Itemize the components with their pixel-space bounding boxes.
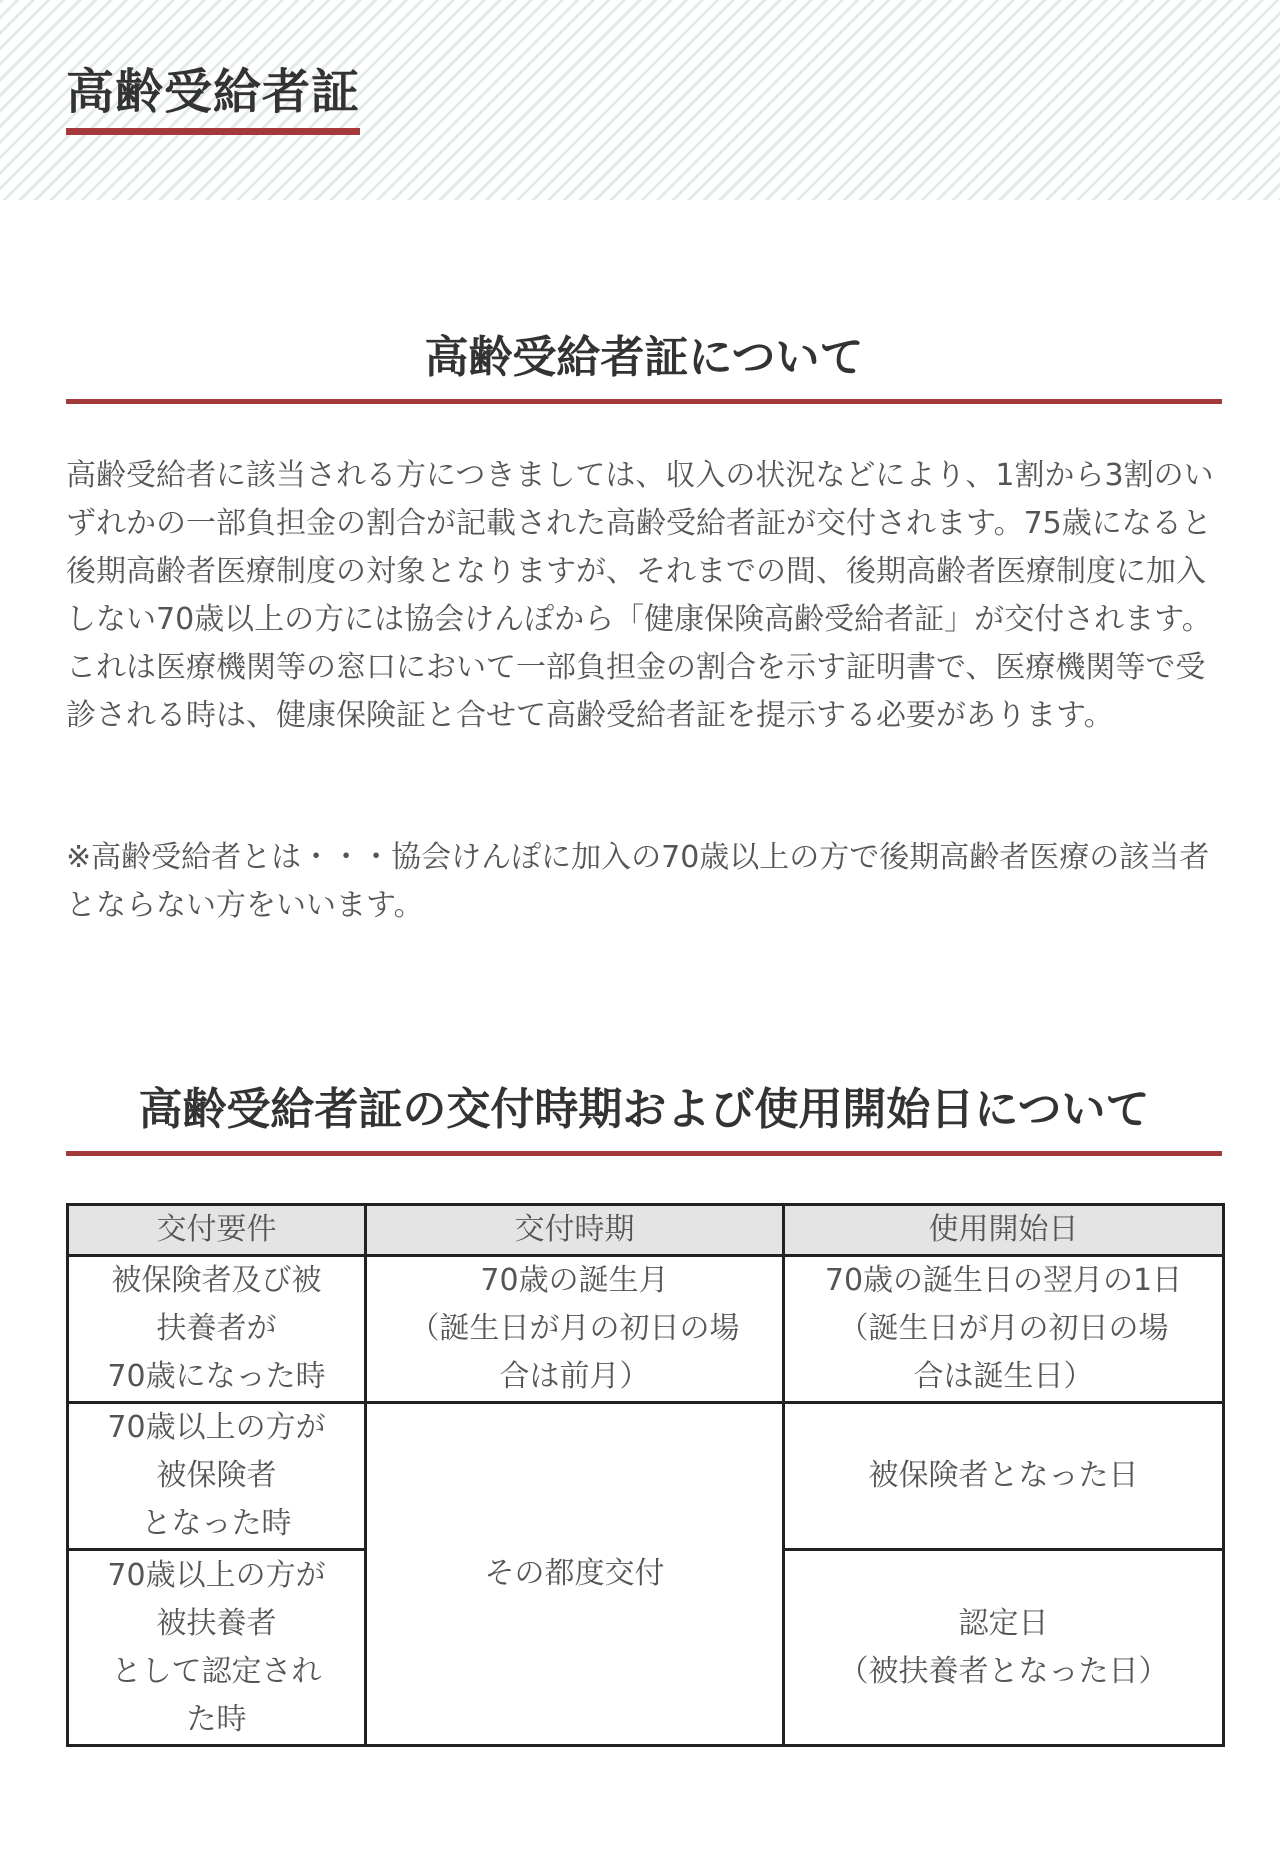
table-header-row (68, 1205, 1224, 1256)
cell-start-date: 70歳の誕生日の翌月の1日 （誕生日が月の初日の場 合は誕生日） (784, 1256, 1224, 1403)
cell-timing-merged: その都度交付 (366, 1403, 784, 1746)
page-header (0, 0, 1280, 200)
schedule-table (66, 1203, 1225, 1747)
header-start-date: 使用開始日 (784, 1205, 1224, 1256)
table-row (68, 1403, 1224, 1550)
section-heading-about: 高齢受給者証について (66, 330, 1222, 404)
page-title: 高齢受給者証 (66, 62, 360, 135)
cell-requirement: 70歳以上の方が 被扶養者 として認定され た時 (68, 1550, 366, 1746)
table-row (68, 1256, 1224, 1403)
cell-start-date: 被保険者となった日 (784, 1403, 1224, 1550)
header-requirement: 交付要件 (68, 1205, 366, 1256)
note-paragraph: ※高齢受給者とは・・・協会けんぽに加入の70歳以上の方で後期高齢者医療の該当者とならない方をいいます。 (66, 840, 1210, 923)
header-timing: 交付時期 (366, 1205, 784, 1256)
cell-timing: 70歳の誕生月 （誕生日が月の初日の場 合は前月） (366, 1256, 784, 1403)
cell-start-date: 認定日 （被扶養者となった日） (784, 1550, 1224, 1746)
about-paragraph: 高齢受給者に該当される方につきましては、収入の状況などにより、1割から3割のいずれかの一部負担金の割合が記載された高齢受給者証が交付されます。75歳になると後期高齢者医療制度の対象となりますが、それまでの間、後期高齢者医療制度に加入しない70歳以上の方には協会けんぽから「健康保険高齢受給者証」が交付されます。これは医療機関等の窓口において一部負担金の割合を示す証明書で、医療機関等で受診される時は、健康保険証と合せて高齢受給者証を提示する必要があります。 (66, 458, 1214, 733)
section-heading-schedule: 高齢受給者証の交付時期および使用開始日について (66, 1082, 1222, 1156)
cell-requirement: 70歳以上の方が 被保険者 となった時 (68, 1403, 366, 1550)
cell-requirement: 被保険者及び被 扶養者が 70歳になった時 (68, 1256, 366, 1403)
